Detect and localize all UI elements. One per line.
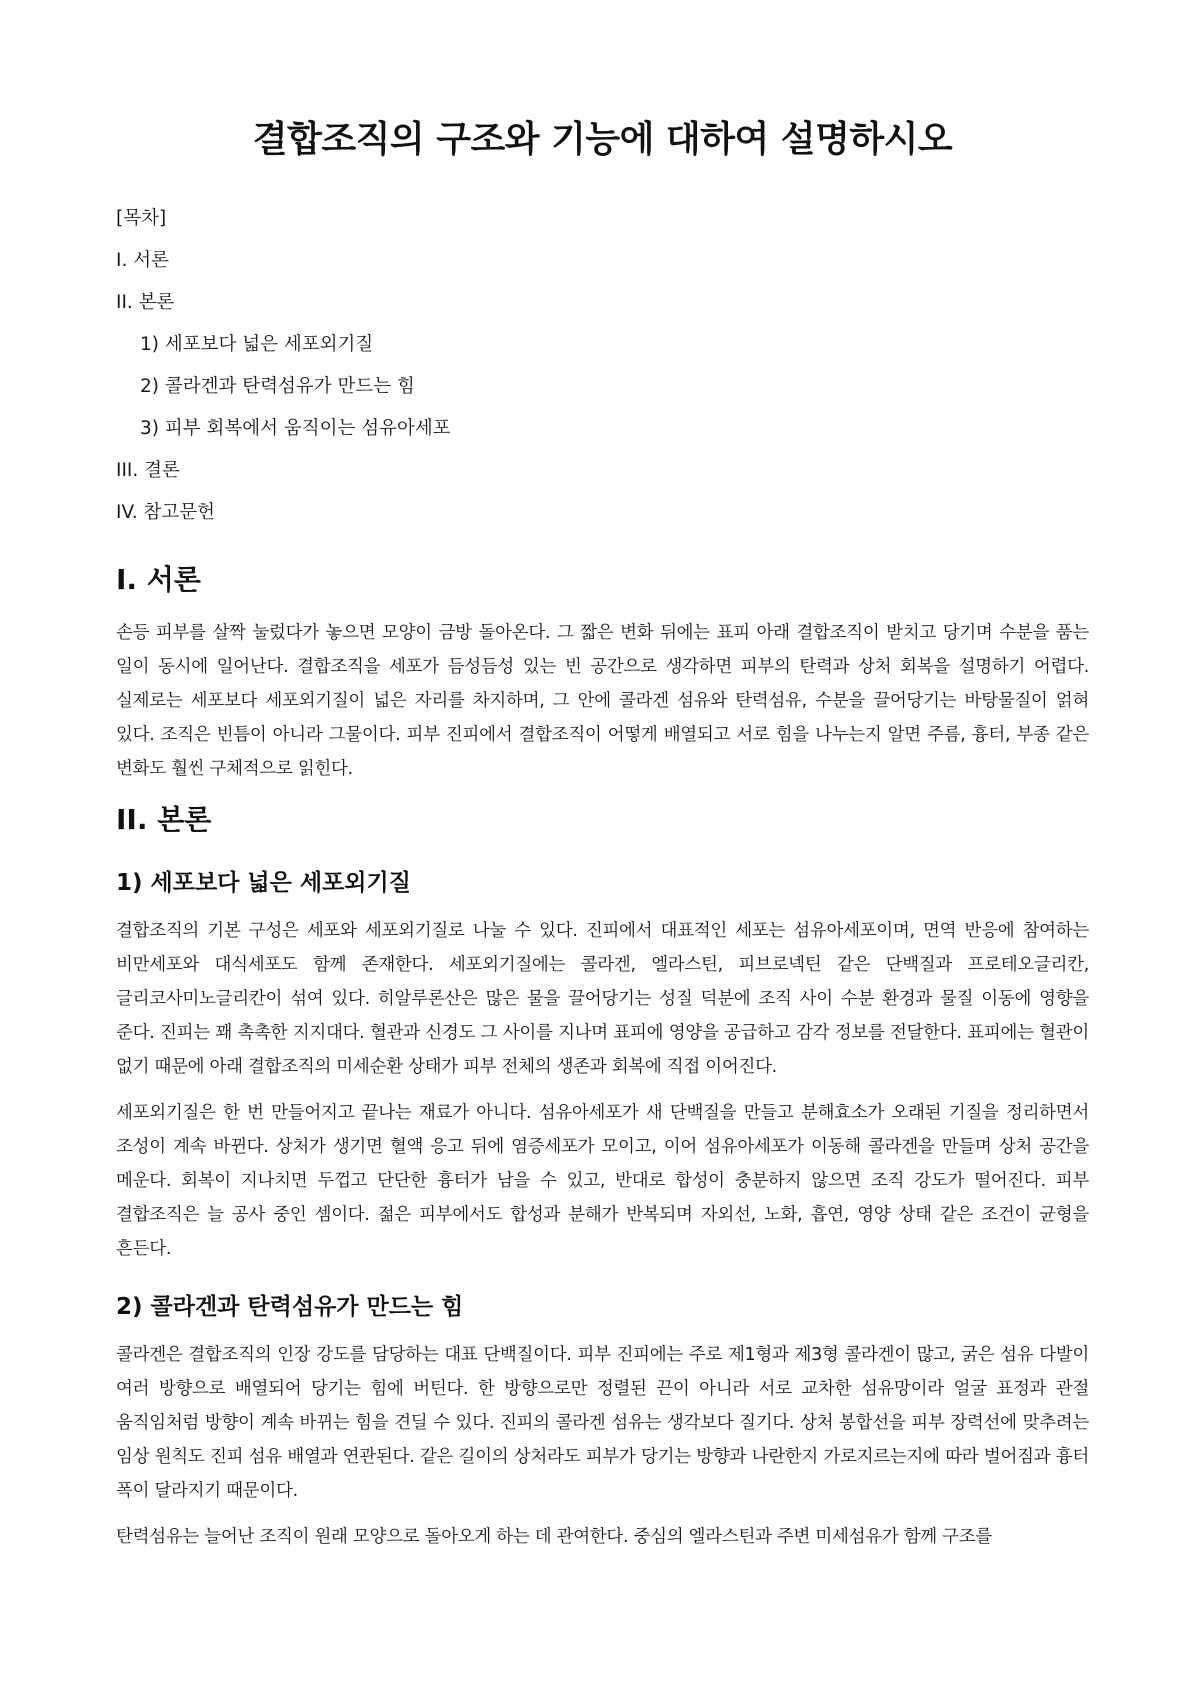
toc-subitem: 1) 세포보다 넓은 세포외기질 — [140, 334, 374, 355]
body-paragraph: 결합조직의 기본 구성은 세포와 세포외기질로 나눌 수 있다. 진피에서 대표적인 세포는 섬유아세포이며, 면역 반응에 참여하는 비만세포와 대식세포도 함께 존재한다. 세포외기질에는 콜라겐, 엘라스틴, 피브로넥틴 같은 단백질과 프로테오글리칸, 글리코사미노글리칸이 섞여 있다. 히알루론산은 많은 물을 끌어당기는 성질 덕분에 조직 사이 수분 환경과 물질 이동에 영향을 준다. 진피는 꽤 촉촉한 지지대다. 혈관과 신경도 그 사이를 지나며 표피에 영양을 공급하고 감각 정보를 전달한다. 표피에는 혈관이 없기 때문에 아래 결합조직의 미세순환 상태가 피부 전체의 생존과 회복에 직접 이어진다. — [116, 921, 1089, 1077]
toc-item: IV. 참고문헌 — [116, 502, 215, 523]
section-heading-intro: I. 서론 — [116, 563, 201, 596]
body-paragraph: 세포외기질은 한 번 만들어지고 끝나는 재료가 아니다. 섬유아세포가 새 단백질을 만들고 분해효소가 오래된 기질을 정리하면서 조성이 계속 바뀐다. 상처가 생기면 혈액 응고 뒤에 염증세포가 모이고, 이어 섬유아세포가 이동해 콜라겐을 만들며 상처 공간을 메운다. 회복이 지나치면 두껍고 단단한 흉터가 남을 수 있고, 반대로 합성이 충분하지 않으면 조직 강도가 떨어진다. 피부 결합조직은 늘 공사 중인 셈이다. 젊은 피부에서도 합성과 분해가 반복되며 자외선, 노화, 흡연, 영양 상태 같은 조건이 균형을 흔든다. — [116, 1103, 1089, 1259]
toc-item: II. 본론 — [116, 292, 175, 313]
table-of-contents — [116, 198, 1089, 534]
section-heading-body: II. 본론 — [116, 803, 212, 836]
toc-subitem: 2) 콜라겐과 탄력섬유가 만드는 힘 — [140, 376, 415, 397]
document-title: 결합조직의 구조와 기능에 대하여 설명하시오 — [252, 119, 953, 160]
toc-subitem: 3) 피부 회복에서 움직이는 섬유아세포 — [140, 418, 451, 439]
toc-heading: [목차] — [116, 208, 167, 229]
intro-paragraph: 손등 피부를 살짝 눌렀다가 놓으면 모양이 금방 돌아온다. 그 짧은 변화 뒤에는 표피 아래 결합조직이 받치고 당기며 수분을 품는 일이 동시에 일어난다. 결합조직을 세포가 듬성듬성 있는 빈 공간으로 생각하면 피부의 탄력과 상처 회복을 설명하기 어렵다. 실제로는 세포보다 세포외기질이 넓은 자리를 차지하며, 그 안에 콜라겐 섬유와 탄력섬유, 수분을 끌어당기는 바탕물질이 얽혀 있다. 조직은 빈틈이 아니라 그물이다. 피부 진피에서 결합조직이 어떻게 배열되고 서로 힘을 나누는지 알면 주름, 흉터, 부종 같은 변화도 훨씬 구체적으로 읽힌다. — [116, 623, 1089, 779]
subsection-heading-extracellular-matrix: 1) 세포보다 넓은 세포외기질 — [116, 870, 411, 896]
toc-item: III. 결론 — [116, 460, 180, 481]
toc-item: I. 서론 — [116, 250, 169, 271]
body-paragraph: 탄력섬유는 늘어난 조직이 원래 모양으로 돌아오게 하는 데 관여한다. 중심의 엘라스틴과 주변 미세섬유가 함께 구조를 — [116, 1527, 992, 1547]
subsection-heading-collagen-elastic: 2) 콜라겐과 탄력섬유가 만드는 힘 — [116, 1294, 464, 1320]
body-paragraph: 콜라겐은 결합조직의 인장 강도를 담당하는 대표 단백질이다. 피부 진피에는 주로 제1형과 제3형 콜라겐이 많고, 굵은 섬유 다발이 여러 방향으로 배열되어 당기는 힘에 버틴다. 한 방향으로만 정렬된 끈이 아니라 서로 교차한 섬유망이라 얼굴 표정과 관절 움직임처럼 방향이 계속 바뀌는 힘을 견딜 수 있다. 진피의 콜라겐 섬유는 생각보다 질기다. 상처 봉합선을 피부 장력선에 맞추려는 임상 원칙도 진피 섬유 배열과 연관된다. 같은 길이의 상처라도 피부가 당기는 방향과 나란한지 가로지르는지에 따라 벌어짐과 흉터 폭이 달라지기 때문이다. — [116, 1345, 1089, 1501]
